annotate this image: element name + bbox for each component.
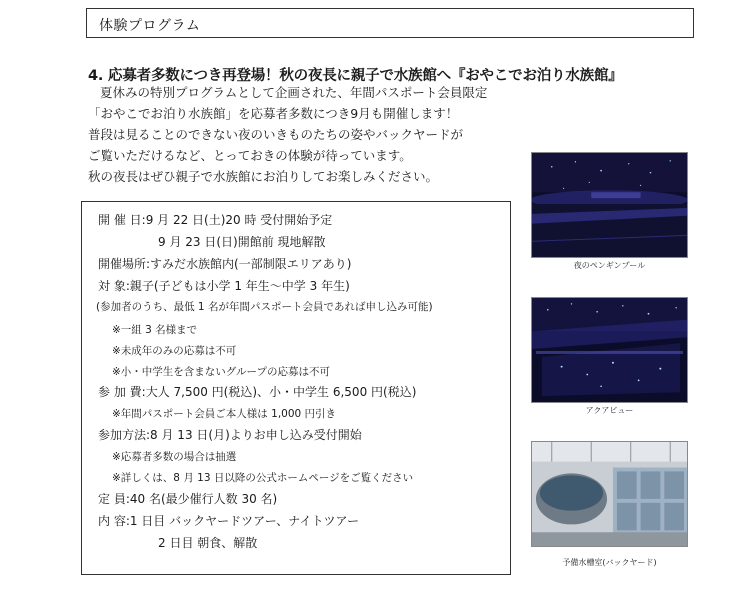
section-header-box — [86, 8, 694, 38]
method-label: 参加方法: — [98, 428, 151, 442]
content-row — [98, 513, 359, 529]
intro-paragraph — [88, 82, 538, 187]
target-label: 対 象: — [98, 279, 130, 293]
venue-row — [98, 256, 351, 272]
intro-line: ご覧いただけるなど、とっておきの体験が待っています。 — [88, 148, 412, 163]
capacity-row — [98, 491, 277, 507]
photo-caption: 予備水槽室(バックヤード) — [562, 558, 657, 567]
method-note: ※応募者多数の場合は抽選 — [112, 451, 237, 463]
target-row — [98, 278, 350, 294]
capacity-value: 40 名(最少催行人数 30 名) — [129, 492, 278, 506]
fee-note: ※年間パスポート会員ご本人様は 1,000 円引き — [112, 408, 337, 420]
program-headline: 4. 応募者多数につき再登場！秋の夜長に親子で水族館へ『おやこでお泊り水族館』 — [88, 68, 623, 84]
method-row — [98, 427, 362, 443]
fee-value: 大人 7,500 円(税込)、小・中学生 6,500 円(税込) — [145, 385, 417, 399]
method-note: ※詳しくは、8 月 13 日以降の公式ホームページをご覧ください — [112, 472, 414, 484]
capacity-label: 定 員: — [98, 492, 130, 506]
photo-caption: 夜のペンギンプール — [573, 261, 646, 270]
date-value-2: 9 月 23 日(日)開館前 現地解散 — [158, 235, 326, 249]
fee-row — [98, 384, 416, 400]
content-value-2: 2 日目 朝食、解散 — [158, 536, 258, 550]
intro-line: 「おやこでお泊り水族館」を応募者多数につき9月も開催します！ — [88, 106, 459, 121]
date-value: 9 月 22 日(土)20 時 受付開始予定 — [145, 213, 333, 227]
date-row — [98, 212, 332, 228]
photo-caption: アクアビュー — [585, 406, 634, 415]
venue-label: 開催場所: — [98, 257, 151, 271]
section-title: 体験プログラム — [99, 18, 201, 34]
aqua-view-photo — [531, 297, 688, 403]
venue-value: すみだ水族館内(一部制限エリアあり) — [150, 257, 352, 271]
backyard-tank-photo — [531, 441, 688, 547]
target-note: (参加者のうち、最低 1 名が年間パスポート会員であれば申し込み可能) — [96, 301, 433, 313]
intro-line: 夏休みの特別プログラムとして企画された、年間パスポート会員限定 — [100, 85, 488, 100]
event-details-box — [81, 201, 511, 575]
target-value: 親子(子どもは小学 1 年生～中学 3 年生) — [129, 279, 350, 293]
date-label: 開 催 日: — [98, 213, 146, 227]
fee-label: 参 加 費: — [98, 385, 146, 399]
intro-line: 普段は見ることのできない夜のいきものたちの姿やバックヤードが — [88, 127, 464, 142]
method-value: 8 月 13 日(月)よりお申し込み受付開始 — [150, 428, 362, 442]
target-note-item: ※未成年のみの応募は不可 — [112, 345, 237, 357]
intro-line: 秋の夜長はぜひ親子で水族館にお泊りしてお楽しみください。 — [88, 169, 439, 184]
target-note-item: ※一組 3 名様まで — [112, 324, 198, 336]
penguin-pool-photo — [531, 152, 688, 258]
content-label: 内 容: — [98, 514, 130, 528]
target-note-item: ※小・中学生を含まないグループの応募は不可 — [112, 366, 330, 378]
content-value: 1 日目 バックヤードツアー、ナイトツアー — [129, 514, 360, 528]
